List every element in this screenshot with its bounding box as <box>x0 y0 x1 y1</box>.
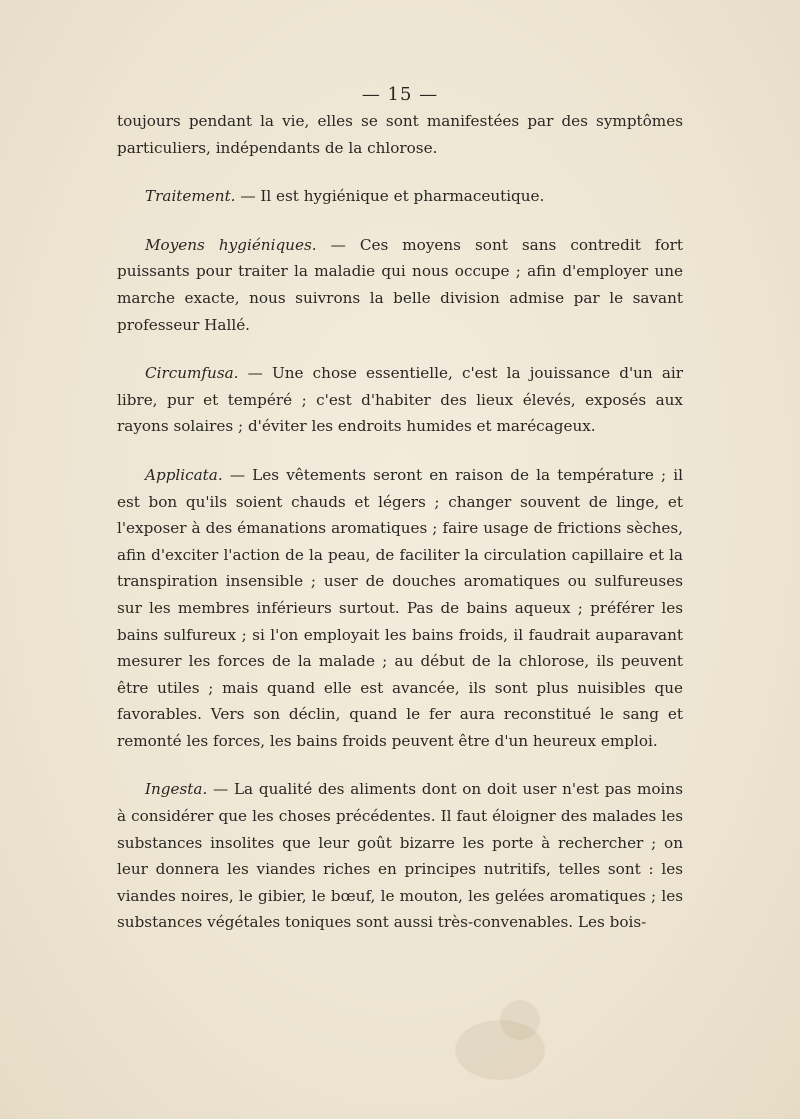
paragraph-traitement <box>117 183 683 210</box>
paragraph-text: toujours pendant la vie, elles se sont manifestées par des symptômes particuliers, indépendants de la chlorose. <box>117 112 683 157</box>
paragraph-applicata <box>117 462 683 755</box>
page-number: — 15 — <box>361 84 439 105</box>
section-heading: Applicata. <box>145 465 223 484</box>
section-heading: Moyens hygiéniques. <box>145 235 317 254</box>
paragraph-text: — Il est hygiénique et pharmaceutique. <box>235 187 545 206</box>
paragraph-continuation <box>117 108 683 161</box>
paragraph-ingesta <box>117 776 683 936</box>
section-heading: Circumfusa. <box>145 364 239 383</box>
paper-stain <box>500 1000 540 1040</box>
paragraph-text: — Les vêtements seront en raison de la température ; il est bon qu'ils soient chauds et légers ; changer souvent de linge, et l'exposer à des émanations aromatiques ; faire usage de frictions sèches, afin d'exciter l'action de la peau, de faciliter la circulation capillaire et la transpiration insensible ; user de douches aromatiques ou sulfureuses sur les membres inférieurs surtout. Pas de bains aqueux ; préférer les bains sulfureux ; si l'on employait les bains froids, il faudrait auparavant mesurer les forces de la malade ; au début de la chlorose, ils peuvent être utiles ; mais quand elle est avancée, ils sont plus nuisibles que favorables. Vers son déclin, quand le fer aura reconstitué le sang et remonté les forces, les bains froids peuvent être d'un heureux emploi. <box>117 465 683 750</box>
paper-stain <box>455 1020 545 1080</box>
paragraph-text: — La qualité des aliments dont on doit user n'est pas moins à considérer que les choses précédentes. Il faut éloigner des malades les substances insolites que leur goût bizarre les porte à rechercher ; on leur donnera les viandes riches en principes nutritifs, telles sont : les viandes noires, le gibier, le bœuf, le mouton, les gelées aromatiques ; les substances végétales toniques sont aussi très-convenables. Les bois- <box>117 780 683 932</box>
paragraph-circumfusa <box>117 360 683 440</box>
paragraph-text: — Une chose essentielle, c'est la jouissance d'un air libre, pur et tempéré ; c'est d'habiter des lieux élevés, exposés aux rayons solaires ; d'éviter les endroits humides et marécageux. <box>117 364 683 436</box>
body-text <box>117 108 683 936</box>
section-heading: Traitement. <box>145 187 236 206</box>
section-heading: Ingesta. <box>145 780 208 799</box>
paragraph-moyens-hygieniques <box>117 232 683 338</box>
paragraph-text: — Ces moyens sont sans contredit fort puissants pour traiter la maladie qui nous occupe ; afin d'employer une marche exacte, nous suivrons la belle division admise par le savant professeur Hallé. <box>117 235 683 334</box>
